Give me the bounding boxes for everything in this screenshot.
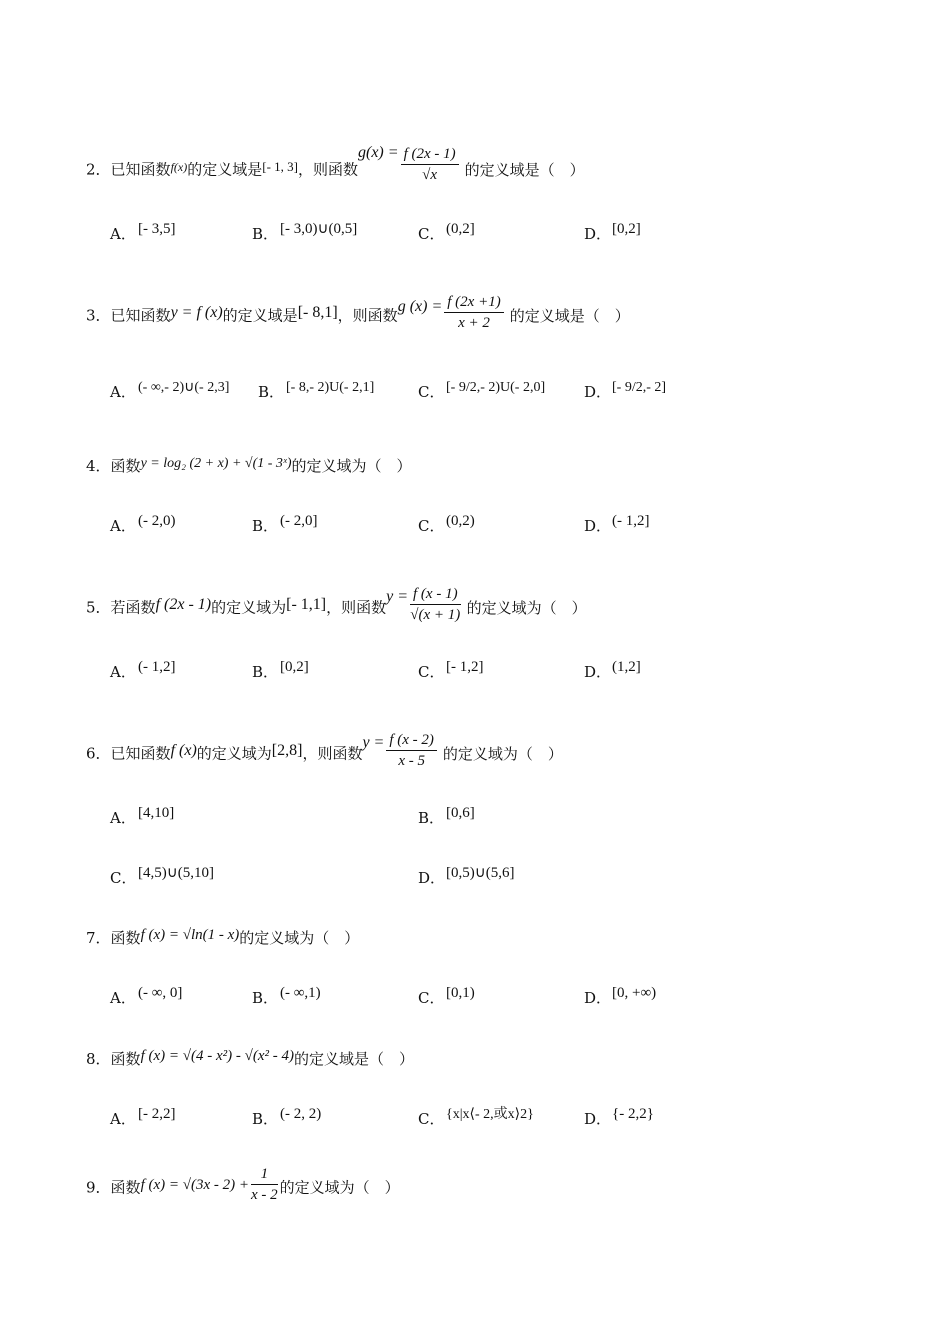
option-6b[interactable]: B． [0,6] <box>418 805 475 827</box>
fraction: $\frac{f (2x - 1)}{√x}$ <box>401 144 459 185</box>
question-3: 3．已知函数y = f (x)的定义域是[- 8,1]，则函数g (x) = $\frac{f (2x +1)}{x + 2}$ 的定义域是（ ） <box>86 294 630 331</box>
option-6c[interactable]: C． [4,5)∪(5,10] <box>110 865 214 887</box>
question-number: 5． <box>86 598 111 617</box>
option-5d[interactable]: D． (1,2] <box>584 659 641 681</box>
fraction: $\frac{f (x - 1)}{√(x + 1)}$ <box>410 586 461 623</box>
option-7a[interactable]: A． (- ∞, 0] <box>110 985 183 1007</box>
question-2: 2．已知函数$^{f(x)}$的定义域是[- 1, 3]，则函数g(x) = $\frac{f (2x - 1)}{√x}$ 的定义域是（ ） <box>86 143 585 183</box>
question-number: 9． <box>86 1178 111 1197</box>
option-5c[interactable]: C． [- 1,2] <box>418 659 484 681</box>
option-7d[interactable]: D． [0, +∞) <box>584 985 657 1007</box>
option-8d[interactable]: D． {- 2,2} <box>584 1106 654 1128</box>
question-9: 9．函数f (x) = √(3x - 2) + $\frac{1}{x - 2}$ 的定义域为（ ） <box>86 1166 400 1203</box>
question-5: 5．若函数f (2x - 1)的定义域为[- 1,1]，则函数y = $\frac{f (x - 1)}{√(x + 1)}$ 的定义域为（ ） <box>86 586 587 623</box>
question-number: 3． <box>86 306 111 325</box>
option-5a[interactable]: A． (- 1,2] <box>110 659 176 681</box>
option-3a[interactable]: A． (- ∞,- 2)∪(- 2,3] <box>110 380 230 401</box>
option-2d[interactable]: D． [0,2] <box>584 221 641 243</box>
option-3c[interactable]: C． [- 9/2,- 2)U(- 2,0] <box>418 380 546 401</box>
option-2b[interactable]: B． [- 3,0)∪(0,5] <box>252 221 358 243</box>
option-7c[interactable]: C． [0,1) <box>418 985 475 1007</box>
option-3b[interactable]: B． [- 8,- 2)U(- 2,1] <box>258 380 375 401</box>
option-4c[interactable]: C． (0,2) <box>418 513 475 535</box>
fraction: $\frac{1}{x - 2}$ <box>251 1166 278 1203</box>
question-4: 4．函数y = log₂ (2 + x) + √(1 - 3ˣ)的定义域为（ ） <box>86 456 412 475</box>
question-number: 8． <box>86 1050 111 1068</box>
option-7b[interactable]: B． (- ∞,1) <box>252 985 321 1007</box>
option-5b[interactable]: B． [0,2] <box>252 659 309 681</box>
option-8a[interactable]: A． [- 2,2] <box>110 1106 176 1128</box>
question-8: 8．函数f (x) = √(4 - x²) - √(x² - 4)的定义域是（ ） <box>86 1048 415 1068</box>
question-7: 7．函数f (x) = √ln(1 - x)的定义域为（ ） <box>86 927 360 947</box>
question-number: 4． <box>86 457 111 475</box>
option-2a[interactable]: A． [- 3,5] <box>110 221 176 243</box>
option-8c[interactable]: C． {x|x⟨- 2,或x⟩2} <box>418 1107 534 1128</box>
fraction: $\frac{f (x - 2)}{x - 5}$ <box>386 730 437 771</box>
option-8b[interactable]: B． (- 2, 2) <box>252 1106 322 1128</box>
fraction: $\frac{f (2x +1)}{x + 2}$ <box>444 292 503 333</box>
question-6: 6．已知函数f (x)的定义域为[2,8]，则函数y = $\frac{f (x - 2)}{x - 5}$ 的定义域为（ ） <box>86 732 563 769</box>
option-2c[interactable]: C． (0,2] <box>418 221 475 243</box>
option-4d[interactable]: D． (- 1,2] <box>584 513 650 535</box>
question-number: 2． <box>86 160 111 179</box>
option-6d[interactable]: D． [0,5)∪(5,6] <box>418 865 515 887</box>
option-3d[interactable]: D． [- 9/2,- 2] <box>584 380 667 401</box>
question-number: 7． <box>86 929 111 947</box>
option-6a[interactable]: A． [4,10] <box>110 805 175 827</box>
question-number: 6． <box>86 744 111 763</box>
option-4b[interactable]: B． (- 2,0] <box>252 513 318 535</box>
option-4a[interactable]: A． (- 2,0) <box>110 513 176 535</box>
